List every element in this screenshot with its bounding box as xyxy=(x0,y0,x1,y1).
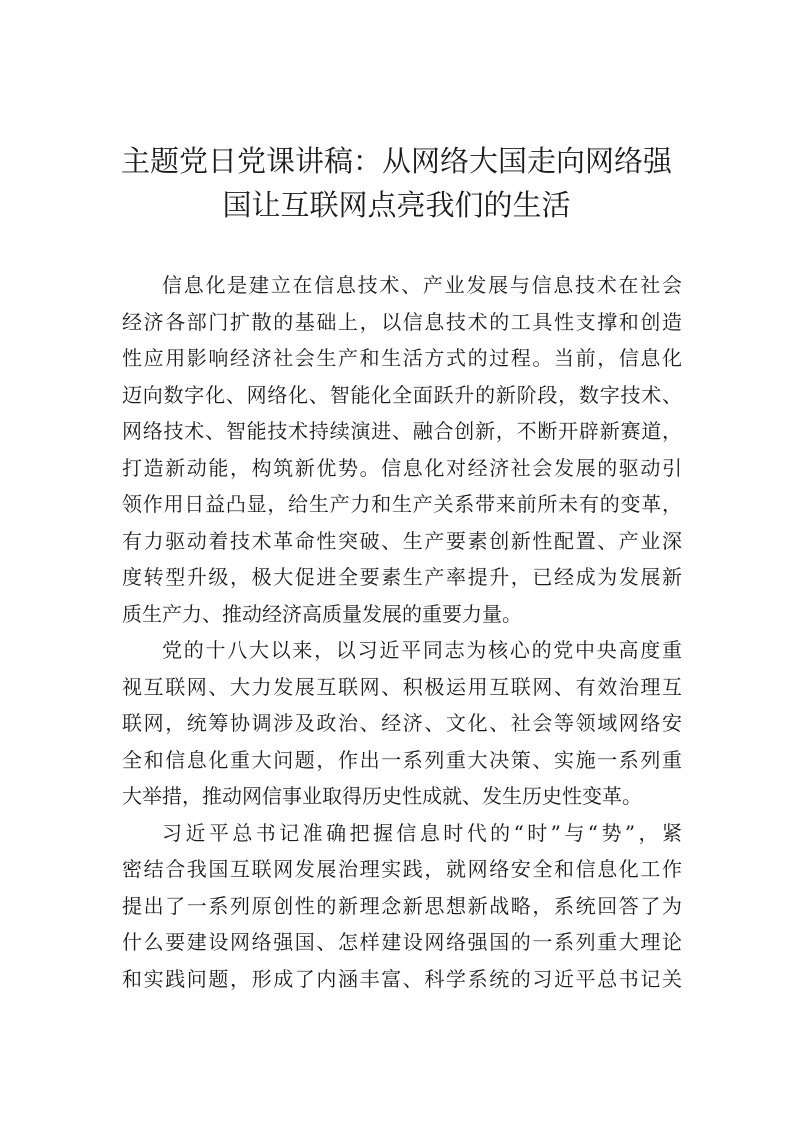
paragraph-line: 和实践问题，形成了内涵丰富、科学系统的习近平总书记关 xyxy=(122,966,682,991)
paragraph xyxy=(122,632,682,815)
title-line: 国让互联网点亮我们的生活 xyxy=(222,188,571,222)
paragraph-line: 性应用影响经济社会生产和生活方式的过程。当前，信息化 xyxy=(122,346,682,370)
paragraph-line: 有力驱动着技术革命性突破、生产要素创新性配置、产业深 xyxy=(122,528,682,553)
title-line: 主题党日党课讲稿：从网络大国走向网络强 xyxy=(120,144,672,178)
paragraph-line: 什么要建设网络强国、怎样建设网络强国的一系列重大理论 xyxy=(122,930,682,954)
paragraph-line: 领作用日益凸显，给生产力和生产关系带来前所未有的变革， xyxy=(122,492,682,516)
paragraph-line: 质生产力、推动经济高质量发展的重要力量。 xyxy=(122,601,522,626)
paragraph-line: 联网，统筹协调涉及政治、经济、文化、社会等领域网络安 xyxy=(122,711,682,735)
paragraph-line: 大举措，推动网信事业取得历史性成就、发生历史性变革。 xyxy=(122,784,642,808)
paragraph-line: 信息化是建立在信息技术、产业发展与信息技术在社会 xyxy=(162,273,682,297)
paragraph-line: 习近平总书记准确把握信息时代的“时”与“势”，紧 xyxy=(162,820,682,845)
paragraph xyxy=(122,267,682,632)
paragraph-line: 密结合我国互联网发展治理实践，就网络安全和信息化工作 xyxy=(122,857,682,881)
document-body xyxy=(122,267,682,997)
paragraph-line: 党的十八大以来，以习近平同志为核心的党中央高度重 xyxy=(162,638,682,662)
paragraph-line: 视互联网、大力发展互联网、积极运用互联网、有效治理互 xyxy=(122,674,682,699)
paragraph-line: 全和信息化重大问题，作出一系列重大决策、实施一系列重 xyxy=(122,747,682,772)
paragraph-line: 迈向数字化、网络化、智能化全面跃升的新阶段，数字技术、 xyxy=(122,382,682,407)
paragraph-line: 打造新动能，构筑新优势。信息化对经济社会发展的驱动引 xyxy=(122,455,682,480)
paragraph xyxy=(122,815,682,998)
paragraph-line: 经济各部门扩散的基础上，以信息技术的工具性支撑和创造 xyxy=(122,309,682,334)
paragraph-line: 提出了一系列原创性的新理念新思想新战略，系统回答了为 xyxy=(122,893,682,918)
paragraph-line: 网络技术、智能技术持续演进、融合创新，不断开辟新赛道， xyxy=(122,419,682,443)
document-title xyxy=(100,139,693,227)
paragraph-line: 度转型升级，极大促进全要素生产率提升，已经成为发展新 xyxy=(122,565,682,589)
